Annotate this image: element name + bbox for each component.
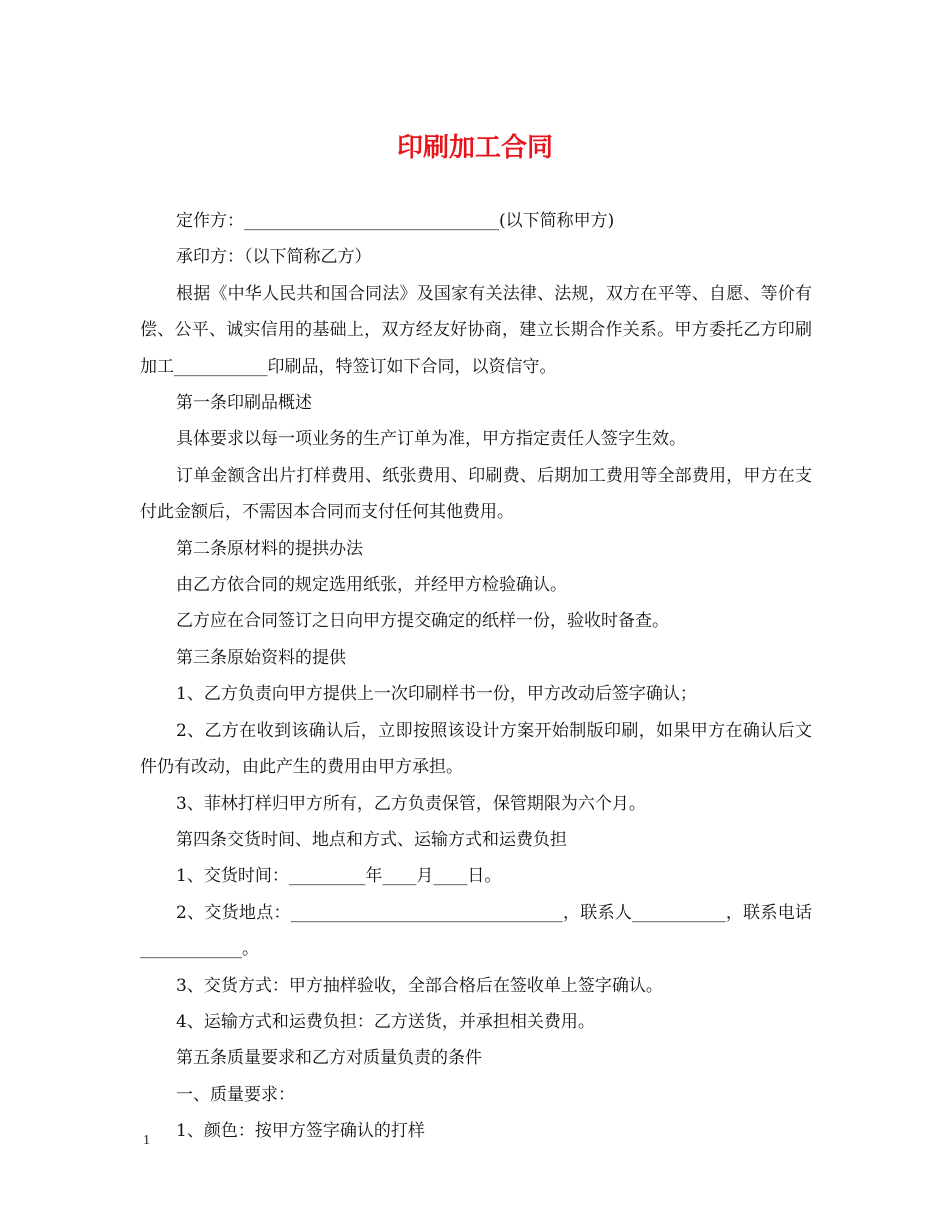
paragraph: 3、交货方式：甲方抽样验收，全部合格后在签收单上签字确认。 [176, 975, 663, 996]
page-number: 1 [143, 1133, 150, 1148]
article-3-heading: 第三条原始资料的提供 [176, 647, 346, 668]
paragraph: 一、质量要求： [176, 1084, 295, 1105]
paragraph-preamble: 根据《中华人民共和国合同法》及国家有关法律、法规，双方在平等、自愿、等价有偿、公平、诚实信用的基础上，双方经友好协商，建立长期合作关系。甲方委托乙方印刷加工___________印刷品，特签订如下合同，以资信守。 [140, 283, 812, 377]
paragraph: 3、菲林打样归甲方所有，乙方负责保管，保管期限为六个月。 [176, 793, 646, 814]
paragraph: 乙方应在合同签订之日向甲方提交确定的纸样一份，验收时备查。 [176, 611, 669, 632]
article-5-heading: 第五条质量要求和乙方对质量负责的条件 [176, 1048, 482, 1069]
document-title: 印刷加工合同 [396, 133, 553, 163]
paragraph: 2、交货地点：________________________________，联系人___________，联系电话____________。 [140, 902, 812, 960]
paragraph: 1、交货时间：_________年____月____日。 [176, 866, 502, 887]
document-body [140, 203, 812, 1150]
article-2-heading: 第二条原材料的提拱办法 [176, 538, 363, 559]
paragraph: 4、运输方式和运费负担：乙方送货，并承担相关费用。 [176, 1011, 595, 1032]
paragraph: 由乙方依合同的规定选用纸张，并经甲方检验确认。 [176, 575, 567, 596]
paragraph: 1、乙方负责向甲方提供上一次印刷样书一份，甲方改动后签字确认； [176, 684, 697, 705]
paragraph: 订单金额含出片打样费用、纸张费用、印刷费、后期加工费用等全部费用，甲方在支付此金额后，不需因本合同而支付任何其他费用。 [140, 465, 812, 523]
paragraph-party-a: 定作方：______________________________(以下简称甲方) [176, 211, 615, 231]
article-1-heading: 第一条印刷品概述 [176, 393, 312, 414]
paragraph-party-b: 承印方：（以下简称乙方） [176, 247, 372, 268]
paragraph: 2、乙方在收到该确认后，立即按照该设计方案开始制版印刷，如果甲方在确认后文件仍有改动，由此产生的费用由甲方承担。 [140, 720, 812, 778]
article-4-heading: 第四条交货时间、地点和方式、运输方式和运费负担 [176, 829, 567, 850]
paragraph: 具体要求以每一项业务的生产订单为准，甲方指定责任人签字生效。 [176, 429, 686, 450]
paragraph: 1、颜色：按甲方签字确认的打样 [176, 1121, 425, 1142]
